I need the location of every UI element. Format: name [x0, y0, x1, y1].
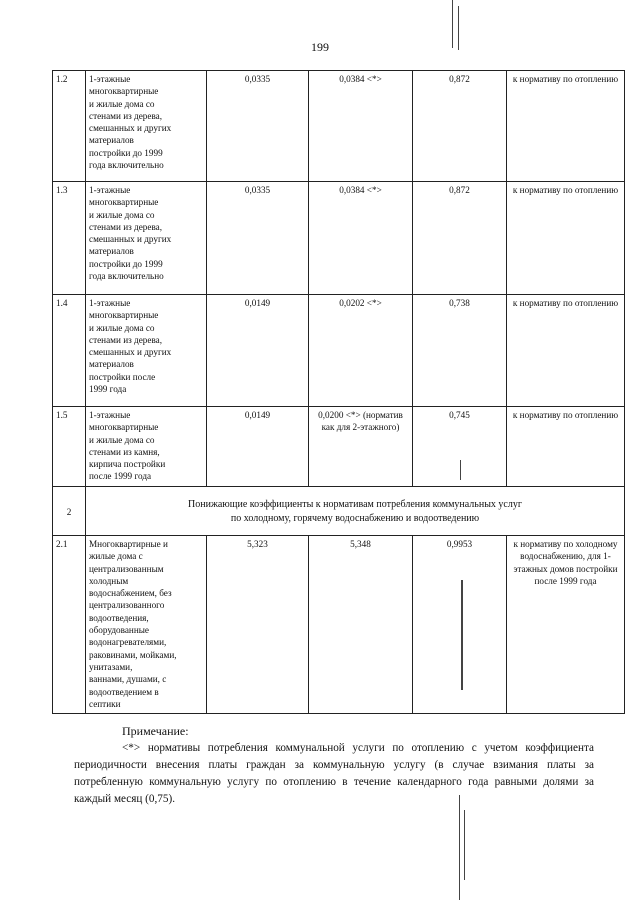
section-title: [86, 487, 625, 536]
description-line: и жилые дома со: [89, 434, 155, 445]
description-line: 1-этажные: [89, 298, 131, 308]
description-line: ваннами, душами, с: [89, 674, 167, 685]
row-description: [86, 407, 207, 487]
row-description: [86, 71, 207, 182]
applies-to: к нормативу по холодному водоснабжению, для 1-этажных домов постройки после 1999 года: [507, 536, 625, 714]
value-col-3: 0,872: [413, 71, 507, 182]
table-row: [53, 71, 625, 182]
footnote-body: <*> нормативы потребления коммунальной услуги по отоплению с учетом коэффициента периодичности внесения платы граждан за коммунальную услугу (в случае взимания платы за потребленную коммунальную услугу по отоплению в течение календарного года равными долями за каждый месяц (0,75).: [74, 742, 594, 805]
description-line: материалов: [89, 246, 134, 257]
description-line: 1-этажные: [89, 74, 131, 84]
description-line: постройки после: [89, 371, 156, 382]
row-number: 1.5: [53, 407, 86, 487]
row-description: [86, 182, 207, 295]
row-description: [86, 295, 207, 407]
scan-artifact: [458, 6, 459, 50]
scan-artifact: [459, 795, 460, 900]
description-line: смешанных и других: [89, 347, 172, 358]
value-col-2: 5,348: [309, 536, 413, 714]
applies-to: к нормативу по отоплению: [507, 182, 625, 295]
coefficients-table: [52, 70, 625, 714]
scan-artifact: [460, 460, 461, 480]
row-number: 1.3: [53, 182, 86, 295]
applies-to: к нормативу по отоплению: [507, 295, 625, 407]
row-number: 1.2: [53, 71, 86, 182]
description-line: 1-этажные: [89, 410, 131, 420]
value-col-3: 0,872: [413, 182, 507, 295]
description-line: централизованного: [89, 600, 165, 611]
description-line: постройки до 1999: [89, 147, 163, 158]
description-line: многоквартирные: [89, 197, 159, 208]
value-col-2: 0,0202 <*>: [309, 295, 413, 407]
description-line: и жилые дома со: [89, 98, 155, 109]
applies-to: к нормативу по отоплению: [507, 407, 625, 487]
footnote-title: Примечание:: [122, 724, 189, 738]
section-title-line: по холодному, горячему водоснабжению и водоотведению: [230, 513, 480, 524]
applies-to: к нормативу по отоплению: [507, 71, 625, 182]
description-line: и жилые дома со: [89, 209, 155, 220]
description-line: 1-этажные: [89, 185, 131, 195]
description-line: года включительно: [89, 160, 164, 171]
value-col-3: 0,9953: [413, 536, 507, 714]
description-line: кирпича постройки: [89, 459, 166, 470]
footnote: [74, 723, 594, 808]
description-line: водонагревателями,: [89, 637, 167, 648]
scan-artifact: [461, 580, 463, 690]
table-row: [53, 295, 625, 407]
description-line: оборудованные: [89, 625, 149, 636]
value-col-1: 5,323: [207, 536, 309, 714]
value-col-1: 0,0335: [207, 71, 309, 182]
description-line: жилые дома с: [89, 551, 143, 562]
table-row: [53, 182, 625, 295]
description-line: материалов: [89, 359, 134, 370]
description-line: стенами из дерева,: [89, 110, 163, 121]
description-line: смешанных и других: [89, 123, 172, 134]
row-description: [86, 536, 207, 714]
description-line: стенами из камня,: [89, 446, 160, 457]
description-line: года включительно: [89, 271, 164, 282]
value-col-3: 0,745: [413, 407, 507, 487]
description-line: водоотведением в: [89, 686, 159, 697]
description-line: многоквартирные: [89, 86, 159, 97]
description-line: и жилые дома со: [89, 322, 155, 333]
table-row: [53, 407, 625, 487]
section-number: 2: [53, 487, 86, 536]
description-line: септики: [89, 698, 121, 709]
description-line: постройки до 1999: [89, 258, 163, 269]
value-col-1: 0,0149: [207, 295, 309, 407]
description-line: централизованным: [89, 563, 164, 574]
description-line: водоснабжением, без: [89, 588, 172, 599]
table-row: [53, 536, 625, 714]
row-number: 1.4: [53, 295, 86, 407]
description-line: многоквартирные: [89, 310, 159, 321]
value-col-2: 0,0384 <*>: [309, 182, 413, 295]
value-col-2: 0,0200 <*> (норматив как для 2-этажного): [309, 407, 413, 487]
description-line: многоквартирные: [89, 422, 159, 433]
row-number: 2.1: [53, 536, 86, 714]
scan-artifact: [452, 0, 453, 48]
description-line: материалов: [89, 135, 134, 146]
description-line: холодным: [89, 575, 129, 586]
description-line: после 1999 года: [89, 471, 152, 482]
description-line: 1999 года: [89, 384, 127, 395]
description-line: стенами из дерева,: [89, 334, 163, 345]
scan-artifact: [464, 810, 465, 880]
description-line: раковинами, мойками,: [89, 649, 177, 660]
value-col-1: 0,0149: [207, 407, 309, 487]
description-line: Многоквартирные и: [89, 539, 168, 549]
value-col-3: 0,738: [413, 295, 507, 407]
description-line: унитазами,: [89, 661, 133, 672]
value-col-2: 0,0384 <*>: [309, 71, 413, 182]
value-col-1: 0,0335: [207, 182, 309, 295]
page-number: 199: [311, 40, 329, 54]
description-line: смешанных и других: [89, 234, 172, 245]
description-line: стенами из дерева,: [89, 221, 163, 232]
section-header-row: [53, 487, 625, 536]
section-title-line: Понижающие коэффициенты к нормативам потребления коммунальных услуг: [188, 499, 522, 510]
description-line: водоотведения,: [89, 612, 149, 623]
